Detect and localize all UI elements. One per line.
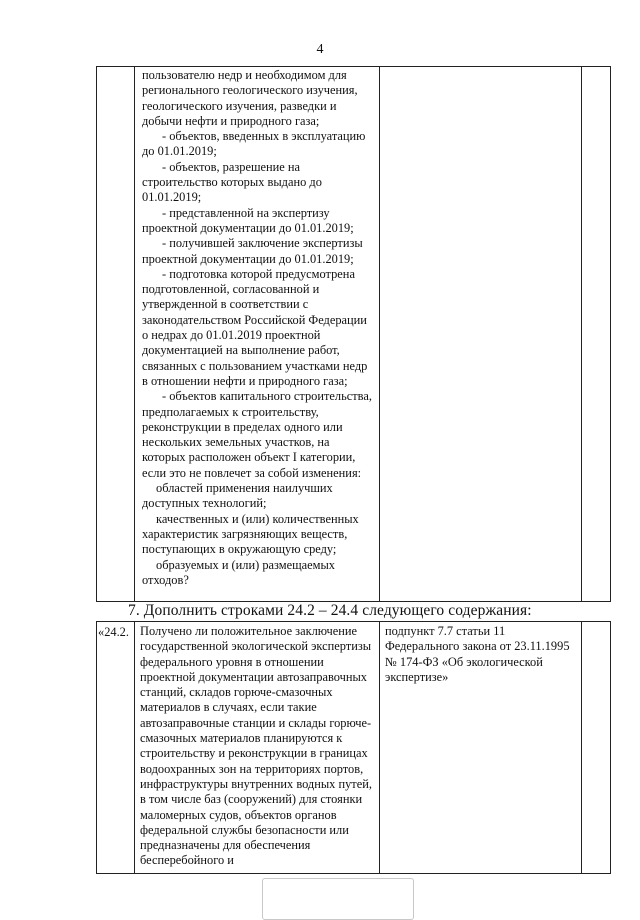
page-number: 4	[316, 42, 324, 57]
reference-cell	[380, 67, 582, 602]
mark-cell	[582, 622, 611, 874]
question-paragraph: - объектов капитального строительства, предполагаемых к строительству, реконструкции в пределах одного или нескольких земельных участков, на которых расположен объект I категории, если это не повлечет за собой изменения:	[142, 389, 372, 480]
row-number: «24.2.	[98, 625, 129, 639]
question-paragraph: - объектов, разрешение на строительство которых выдано до 01.01.2019;	[142, 159, 322, 205]
section-heading: 7. Дополнить строками 24.2 – 24.4 следующего содержания:	[128, 602, 532, 619]
checklist-table-added-rows	[96, 621, 611, 874]
reference-cell	[380, 622, 582, 874]
faint-stamp-outline	[262, 878, 414, 920]
question-paragraph: - представленной на экспертизу проектной документации до 01.01.2019;	[142, 205, 354, 235]
legal-reference: подпункт 7.7 статьи 11 Федерального закона от 23.11.1995 № 174-ФЗ «Об экологической экспертизе»	[385, 624, 570, 684]
question-paragraph: качественных и (или) количественных характеристик загрязняющих веществ, поступающих в окружающую среду;	[142, 511, 359, 557]
question-text: Получено ли положительное заключение государственной экологической экспертизы федерального уровня в отношении проектной документации автозаправочных станций, складов горюче-смазочных материалов в случаях, если такие автозаправочные станции и склады горюче-смазочных материалов планируются к строительству и реконструкции в границах водоохранных зон на территориях портов, инфраструктуры внутренних водных путей, в том числе баз (сооружений) для стоянки маломерных судов, объектов органов федеральной службы безопасности или предназначены для обеспечения бесперебойного и	[140, 624, 372, 868]
question-paragraph: - подготовка которой предусмотрена подготовленной, согласованной и утвержденной в соответствии с законодательством Российской Федерации о недрах до 01.01.2019 проектной документацией на выполнение работ, связанных с пользованием участками недр в отношении нефти и природного газа;	[142, 266, 368, 388]
question-paragraph: образуемых и (или) размещаемых отходов?	[142, 557, 335, 587]
question-cell	[135, 622, 380, 874]
checklist-table-continuation	[96, 66, 611, 602]
row-number-cell	[97, 67, 135, 602]
question-paragraph: - объектов, введенных в эксплуатацию до 01.01.2019;	[142, 129, 366, 159]
question-cell	[135, 67, 380, 602]
question-paragraph: - получившей заключение экспертизы проектной документации до 01.01.2019;	[142, 236, 363, 266]
row-number-cell	[97, 622, 135, 874]
mark-cell	[582, 67, 611, 602]
question-paragraph: областей применения наилучших доступных технологий;	[142, 481, 333, 511]
question-paragraph: пользователю недр и необходимом для регионального геологического изучения, геологического изучения, разведки и добычи нефти и природного газа;	[142, 68, 358, 128]
